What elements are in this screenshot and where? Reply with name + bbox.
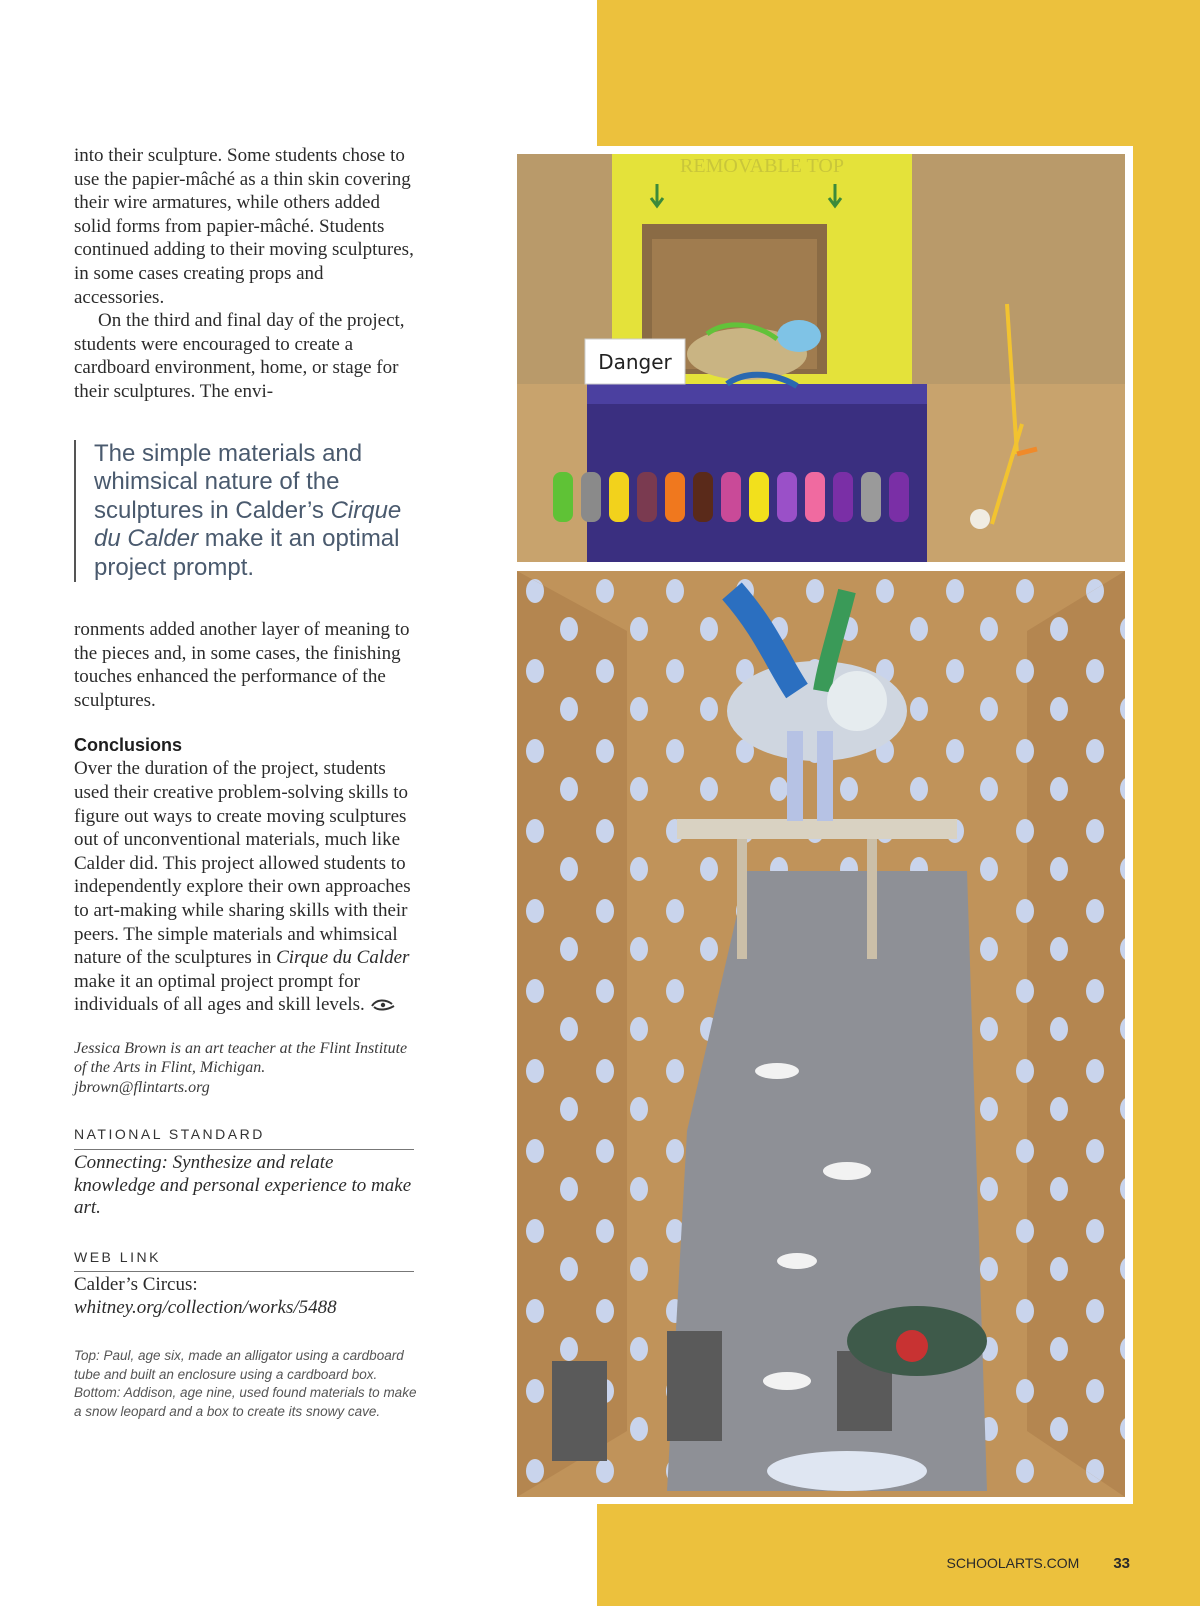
danger-sign-text: Danger — [598, 350, 672, 374]
pull-quote-text-end: make it an optimal project prompt. — [94, 525, 400, 581]
bottom-photo-snow-leopard — [517, 571, 1125, 1497]
pull-quote — [74, 440, 414, 583]
web-link-label: WEB LINK — [74, 1246, 414, 1273]
paragraph-2: On the third and final day of the project, students were encouraged to create a cardboard environment, home, or stage for their sculptures. The envi- — [74, 310, 405, 402]
snow-leopard-cave-image — [517, 571, 1125, 1497]
conclusions-title: Cirque du Calder — [276, 947, 410, 969]
pull-quote-text: The simple materials and whimsical nature of the sculptures in Calder’s — [94, 439, 363, 524]
photo-frame — [508, 146, 1133, 1504]
page-number: 33 — [1113, 1555, 1130, 1572]
conclusions-text-end: make it an optimal project prompt for individuals of all ages and skill levels. — [74, 970, 365, 1016]
author-email[interactable]: jbrown@flintarts.org — [74, 1078, 210, 1096]
author-bio-text: Jessica Brown is an art teacher at the Flint Institute of the Arts in Flint, Michigan. — [74, 1039, 408, 1077]
end-mark-icon — [370, 998, 396, 1012]
author-bio — [74, 1039, 414, 1098]
conclusions-text: Over the duration of the project, students used their creative problem-solving skills to figure out ways to create moving sculptures out of unconventional materials, much like Calder did. This project allowed students to independently explore their own approaches to art-making while sharing skills with their peers. The simple materials and whimsical nature of the sculptures in — [74, 758, 411, 969]
conclusions-heading: Conclusions — [74, 735, 183, 756]
caption-top: Top: Paul, age six, made an alligator using a cardboard tube and built an enclosure using a cardboard box. — [74, 1348, 404, 1382]
national-standard-label: NATIONAL STANDARD — [74, 1123, 414, 1150]
paragraph-1: into their sculpture. Some students chose to use the papier-mâché as a thin skin covering their wire armatures, while others added solid forms from papier-mâché. Students continued adding to their moving sculptures, in some cases creating props and accessories. — [74, 145, 414, 308]
alligator-enclosure-image — [517, 154, 1125, 562]
caption-bottom: Bottom: Addison, age nine, used found materials to make a snow leopard and a box to create its snowy cave. — [74, 1385, 417, 1419]
footer-site: SCHOOLARTS.COM — [946, 1555, 1080, 1571]
photo-caption — [74, 1347, 424, 1421]
top-photo-alligator — [517, 154, 1125, 562]
web-link — [74, 1274, 414, 1319]
pull-quote-title: Cirque du Calder — [94, 496, 402, 553]
box-top-text: REMOVABLE TOP — [680, 155, 844, 177]
web-link-prefix: Calder’s Circus: — [74, 1274, 198, 1296]
national-standard-text: Connecting: Synthesize and relate knowledge and personal experience to make art. — [74, 1152, 412, 1219]
page-footer — [900, 1555, 1130, 1572]
conclusions-paragraph — [74, 757, 414, 1017]
article-text-column — [74, 144, 417, 1421]
web-link-url[interactable]: whitney.org/collection/works/5488 — [74, 1296, 337, 1318]
paragraph-3: ronments added another layer of meaning to the pieces and, in some cases, the finishing touches enhanced the performance of the sculptures. — [74, 619, 410, 711]
